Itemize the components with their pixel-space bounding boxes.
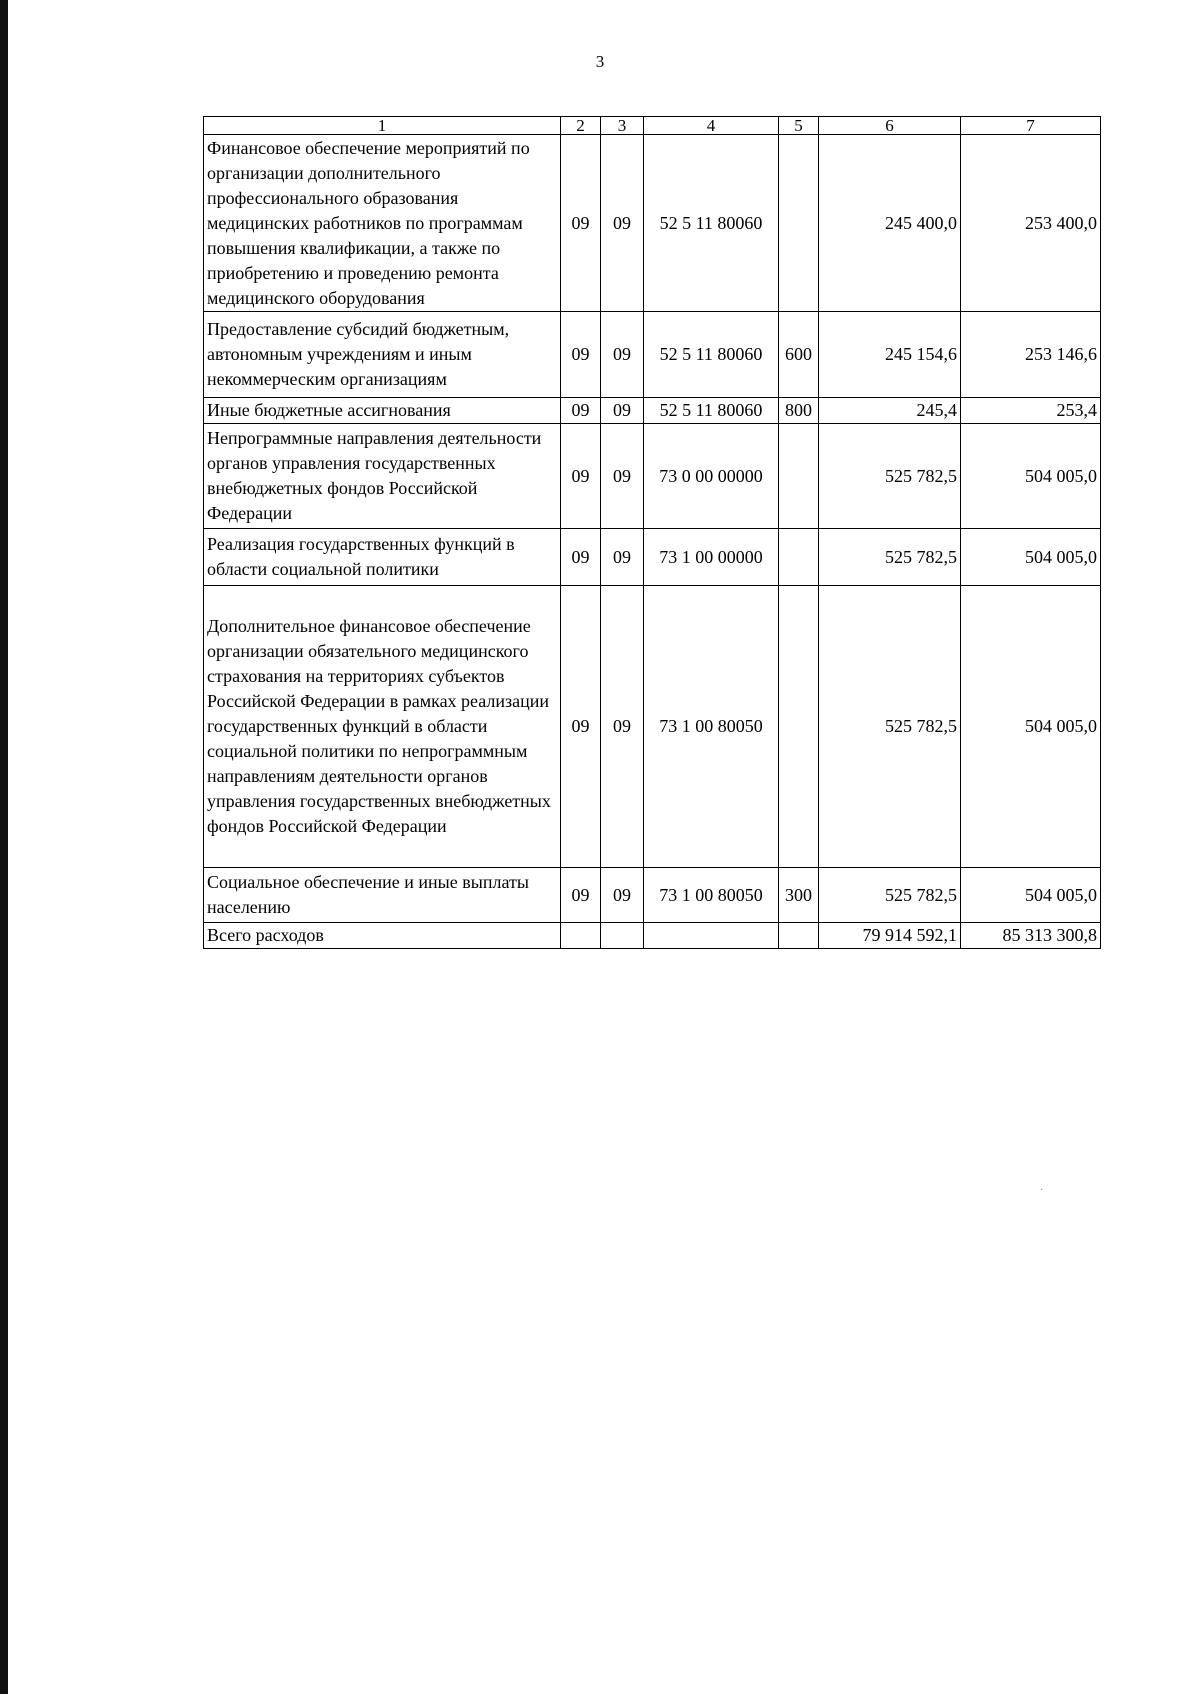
amount-col-6: 525 782,5 — [819, 529, 961, 586]
table-row — [204, 398, 1101, 424]
row-name: Реализация государственных функций в области социальной политики — [204, 529, 561, 586]
subsection-code: 09 — [601, 135, 644, 312]
expense-type-code — [779, 135, 819, 312]
target-article-code: 73 0 00 00000 — [644, 424, 779, 529]
column-number-row — [204, 117, 1101, 135]
target-article-code: 73 1 00 00000 — [644, 529, 779, 586]
table-row — [204, 529, 1101, 586]
table-row — [204, 586, 1101, 868]
expense-type-code: 300 — [779, 868, 819, 923]
subsection-code: 09 — [601, 398, 644, 424]
expense-type-code — [779, 586, 819, 868]
total-col-7: 85 313 300,8 — [961, 923, 1101, 949]
row-name: Дополнительное финансовое обеспечение организации обязательного медицинского страхования на территориях субъектов Российской Федерации в рамках реализации государственных функций в области социальной политики по непрограммным направлениям деятельности органов управления государственных внебюджетных фондов Российской Федерации — [204, 586, 561, 868]
amount-col-6: 525 782,5 — [819, 424, 961, 529]
target-article-code: 73 1 00 80050 — [644, 868, 779, 923]
amount-col-7: 504 005,0 — [961, 529, 1101, 586]
empty-cell — [644, 923, 779, 949]
column-number: 2 — [561, 117, 601, 135]
row-name: Социальное обеспечение и иные выплаты населению — [204, 868, 561, 923]
column-number: 5 — [779, 117, 819, 135]
empty-cell — [561, 923, 601, 949]
table-row — [204, 312, 1101, 398]
page-number: 3 — [595, 52, 605, 71]
amount-col-6: 525 782,5 — [819, 586, 961, 868]
section-code: 09 — [561, 424, 601, 529]
section-code: 09 — [561, 529, 601, 586]
amount-col-6: 525 782,5 — [819, 868, 961, 923]
column-number: 1 — [204, 117, 561, 135]
target-article-code: 73 1 00 80050 — [644, 586, 779, 868]
expense-type-code: 600 — [779, 312, 819, 398]
total-col-6: 79 914 592,1 — [819, 923, 961, 949]
subsection-code: 09 — [601, 312, 644, 398]
expense-type-code: 800 — [779, 398, 819, 424]
column-number: 7 — [961, 117, 1101, 135]
amount-col-7: 504 005,0 — [961, 586, 1101, 868]
empty-cell — [779, 923, 819, 949]
empty-cell — [601, 923, 644, 949]
amount-col-6: 245,4 — [819, 398, 961, 424]
section-code: 09 — [561, 312, 601, 398]
scan-edge-shadow — [0, 0, 8, 1694]
row-name: Предоставление субсидий бюджетным, автономным учреждениям и иным некоммерческим организациям — [204, 312, 561, 398]
row-name: Непрограммные направления деятельности органов управления государственных внебюджетных фондов Российской Федерации — [204, 424, 561, 529]
target-article-code: 52 5 11 80060 — [644, 398, 779, 424]
table-row — [204, 868, 1101, 923]
section-code: 09 — [561, 135, 601, 312]
budget-expenses-table — [203, 116, 1101, 949]
subsection-code: 09 — [601, 586, 644, 868]
table-row — [204, 424, 1101, 529]
subsection-code: 09 — [601, 424, 644, 529]
subsection-code: 09 — [601, 868, 644, 923]
amount-col-7: 504 005,0 — [961, 868, 1101, 923]
subsection-code: 09 — [601, 529, 644, 586]
column-number: 3 — [601, 117, 644, 135]
section-code: 09 — [561, 586, 601, 868]
column-number: 4 — [644, 117, 779, 135]
total-label: Всего расходов — [204, 923, 561, 949]
expense-type-code — [779, 424, 819, 529]
amount-col-7: 253 146,6 — [961, 312, 1101, 398]
row-name: Финансовое обеспечение мероприятий по организации дополнительного профессионального образования медицинских работников по программам повышения квалификации, а также по приобретению и проведению ремонта медицинского оборудования — [204, 135, 561, 312]
expense-type-code — [779, 529, 819, 586]
amount-col-6: 245 154,6 — [819, 312, 961, 398]
table-row — [204, 135, 1101, 312]
row-name: Иные бюджетные ассигнования — [204, 398, 561, 424]
amount-col-6: 245 400,0 — [819, 135, 961, 312]
column-number: 6 — [819, 117, 961, 135]
amount-col-7: 504 005,0 — [961, 424, 1101, 529]
total-row — [204, 923, 1101, 949]
amount-col-7: 253,4 — [961, 398, 1101, 424]
section-code: 09 — [561, 398, 601, 424]
target-article-code: 52 5 11 80060 — [644, 312, 779, 398]
section-code: 09 — [561, 868, 601, 923]
target-article-code: 52 5 11 80060 — [644, 135, 779, 312]
amount-col-7: 253 400,0 — [961, 135, 1101, 312]
scan-speck: · — [1040, 1185, 1044, 1196]
